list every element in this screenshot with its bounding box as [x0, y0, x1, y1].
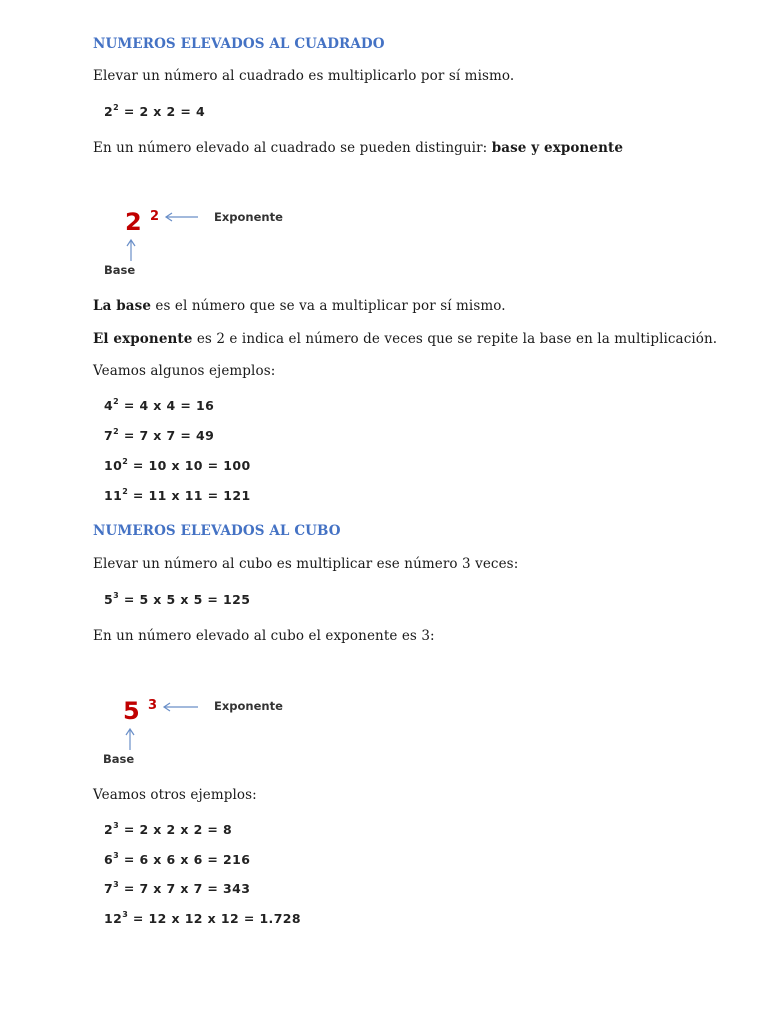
formula-exponent: 2: [113, 397, 120, 406]
formula-base: 12: [104, 911, 123, 927]
formula-result: = 5 x 5 x 5 = 125: [119, 592, 251, 608]
diagram-exponent-label: Exponente: [214, 210, 283, 224]
arrow-left-icon: [162, 702, 200, 712]
square-distinguish: [93, 140, 623, 156]
square-example-row: [104, 398, 214, 413]
formula-result: = 10 x 10 = 100: [128, 458, 251, 474]
square-intro: Elevar un número al cuadrado es multiplicarlo por sí mismo.: [93, 68, 515, 84]
square-example-formula: [104, 104, 205, 119]
formula-result: = 7 x 7 x 7 = 343: [119, 881, 251, 897]
cube-examples-intro: Veamos otros ejemplos:: [93, 787, 257, 803]
formula-exponent: 3: [113, 880, 120, 889]
distinguish-text: En un número elevado al cuadrado se pueden distinguir:: [93, 140, 492, 156]
formula-base: 10: [104, 458, 123, 474]
diagram-base-label: Base: [104, 263, 136, 277]
diagram-exponent-label: Exponente: [214, 699, 283, 713]
formula-base: 5: [104, 592, 114, 608]
formula-exponent: 3: [122, 910, 129, 919]
square-example-row: [104, 428, 214, 443]
square-example-row: [104, 488, 251, 503]
exp-def-text: es 2 e indica el número de veces que se repite la base en la multiplicación.: [192, 331, 718, 347]
formula-base: 7: [104, 428, 114, 444]
diagram-exponent-number: 3: [148, 698, 158, 713]
formula-exponent: 3: [113, 591, 120, 600]
cube-example-row: [104, 911, 301, 926]
cube-example-row: [104, 852, 250, 867]
diagram-base-number: 5: [123, 697, 140, 725]
formula-base: 6: [104, 852, 114, 868]
arrow-left-icon: [164, 212, 200, 222]
diagram-base-label: Base: [103, 752, 135, 766]
formula-result: = 12 x 12 x 12 = 1.728: [128, 911, 301, 927]
base-def-text: es el número que se va a multiplicar por sí mismo.: [151, 298, 506, 314]
exp-def-bold: El exponente: [93, 331, 193, 347]
formula-base: 4: [104, 398, 114, 414]
formula-result: = 2 x 2 x 2 = 8: [119, 822, 233, 838]
cube-example-row: [104, 822, 232, 837]
diagram-exponent-number: 2: [150, 209, 160, 224]
formula-exponent: 2: [122, 487, 129, 496]
exponent-definition: [93, 331, 717, 347]
square-example-row: [104, 458, 251, 473]
section-heading-square: NUMEROS ELEVADOS AL CUADRADO: [93, 36, 385, 52]
base-definition: [93, 298, 506, 314]
cube-example-row: [104, 881, 250, 896]
formula-result: = 7 x 7 = 49: [119, 428, 215, 444]
formula-exponent: 3: [113, 851, 120, 860]
formula-base: 2: [104, 104, 114, 120]
distinguish-bold: base y exponente: [491, 140, 624, 156]
formula-result: = 2 x 2 = 4: [119, 104, 206, 120]
base-def-bold: La base: [93, 298, 152, 314]
arrow-up-icon: [125, 727, 135, 751]
square-examples-intro: Veamos algunos ejemplos:: [93, 363, 276, 379]
cube-exponent-text: En un número elevado al cubo el exponente es 3:: [93, 628, 435, 644]
formula-exponent: 2: [113, 427, 120, 436]
formula-result: = 4 x 4 = 16: [119, 398, 215, 414]
formula-exponent: 2: [113, 103, 120, 112]
formula-result: = 6 x 6 x 6 = 216: [119, 852, 251, 868]
formula-exponent: 3: [113, 821, 120, 830]
formula-base: 2: [104, 822, 114, 838]
square-diagram: [100, 200, 300, 280]
cube-diagram: [100, 690, 300, 770]
diagram-base-number: 2: [125, 208, 142, 236]
cube-example-formula: [104, 592, 250, 607]
formula-base: 11: [104, 488, 123, 504]
cube-intro: Elevar un número al cubo es multiplicar ese número 3 veces:: [93, 556, 519, 572]
formula-exponent: 2: [122, 457, 129, 466]
arrow-up-icon: [126, 238, 136, 262]
formula-result: = 11 x 11 = 121: [128, 488, 251, 504]
section-heading-cube: NUMEROS ELEVADOS AL CUBO: [93, 523, 341, 539]
formula-base: 7: [104, 881, 114, 897]
